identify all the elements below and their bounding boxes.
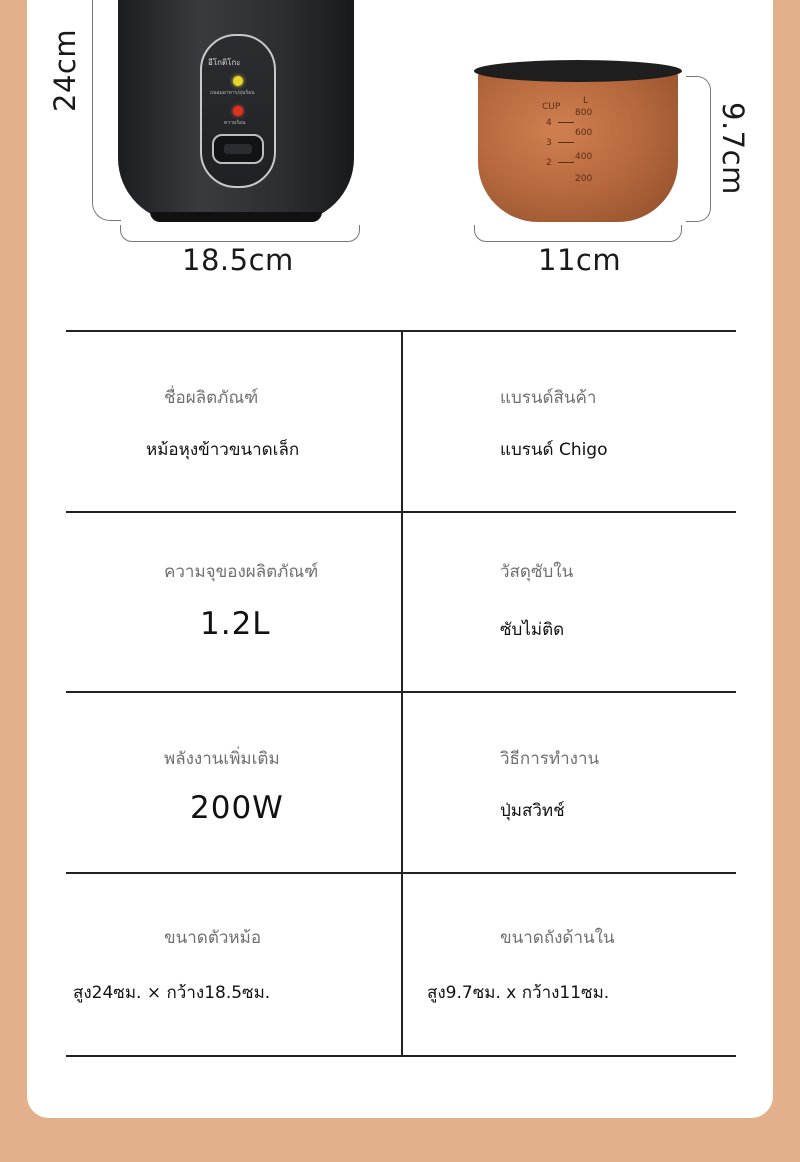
- pot-cup-mark: 2: [546, 158, 552, 168]
- pot-scale-line: [558, 142, 574, 143]
- pot-width-label: 11cm: [538, 243, 622, 277]
- table-divider: [401, 331, 403, 1056]
- spec-value: ปุ่มสวิทช์: [500, 801, 565, 821]
- pot-scale-line: [558, 162, 574, 163]
- spec-value: ซับไม่ติด: [500, 620, 565, 640]
- pot-height-label: 9.7cm: [716, 102, 750, 195]
- rice-cooker-base: [150, 212, 322, 222]
- spec-value: 200W: [190, 790, 284, 826]
- control-panel: [200, 34, 276, 188]
- spec-label: ชื่อผลิตภัณฑ์: [164, 388, 259, 408]
- spec-label: วิธีการทำงาน: [500, 749, 600, 769]
- inner-pot-image: [478, 70, 678, 222]
- pot-width-bracket: [474, 225, 682, 242]
- cooker-width-label: 18.5cm: [182, 243, 294, 277]
- spec-value: สูง24ซม. × กว้าง18.5ซม.: [73, 983, 271, 1003]
- cook-switch: [212, 134, 264, 164]
- pot-cup-unit: CUP: [542, 102, 561, 112]
- spec-label: ความจุของผลิตภัณฑ์: [164, 562, 319, 582]
- cook-led-icon: [233, 106, 243, 116]
- pot-cup-mark: 4: [546, 118, 552, 128]
- cooker-height-bracket: [92, 0, 121, 221]
- pot-scale-line: [558, 122, 574, 123]
- spec-label: ขนาดถังด้านใน: [500, 928, 615, 948]
- pot-height-bracket: [686, 76, 711, 222]
- spec-label: ขนาดตัวหม้อ: [164, 928, 262, 948]
- keep-warm-led-icon: [233, 76, 243, 86]
- switch-lever: [224, 144, 252, 154]
- panel-logo: อีโกติโกะ: [208, 58, 241, 67]
- cooker-height-label: 24cm: [48, 28, 82, 112]
- pot-ml-mark: 800: [575, 108, 593, 118]
- pot-ml-mark: 400: [575, 152, 593, 162]
- spec-label: วัสดุซับใน: [500, 562, 574, 582]
- spec-value: สูง9.7ซม. x กว้าง11ซม.: [427, 983, 610, 1003]
- spec-label: พลังงานเพิ่มเติม: [164, 749, 280, 769]
- cooker-width-bracket: [120, 225, 360, 242]
- pot-ml-mark: 600: [575, 128, 593, 138]
- inner-pot-rim: [474, 60, 682, 82]
- pot-liter-unit: L: [583, 96, 589, 106]
- spec-value: หม้อหุงข้าวขนาดเล็ก: [146, 440, 300, 460]
- pot-ml-mark: 200: [575, 174, 593, 184]
- keep-warm-label: ถนอมอาหาร/อุ่นร้อน: [210, 90, 255, 96]
- cook-label: ความร้อน: [224, 120, 246, 126]
- spec-value: 1.2L: [200, 606, 271, 642]
- pot-cup-mark: 3: [546, 138, 552, 148]
- spec-value: แบรนด์ Chigo: [500, 440, 608, 460]
- spec-label: แบรนด์สินค้า: [500, 388, 597, 408]
